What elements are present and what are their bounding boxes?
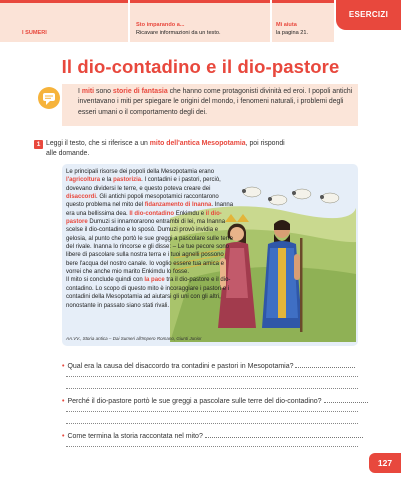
- header-help-cell: [272, 0, 334, 42]
- exercise-instruction: Leggi il testo, che si riferisce a un mito dell'antica Mesopotamia, poi rispondi alle domande.: [46, 140, 285, 157]
- story-source: AA.VV., Storia antica – Dai Sumeri all'Impero Romano, Giunti Junior: [66, 336, 202, 341]
- help-label: Mi aiuta: [276, 22, 297, 28]
- intro-highlight-miti: miti: [81, 88, 95, 95]
- question-2: • Perché il dio-pastore portò le sue greggi a pascolare sulle terre del dio-contadino?: [62, 397, 358, 406]
- exercise-number-badge: 1: [34, 140, 43, 149]
- help-text: la pagina 21.: [276, 30, 309, 36]
- answer-1-inline[interactable]: [295, 362, 355, 368]
- esercizi-tab: [336, 0, 401, 30]
- answer-1-line-a[interactable]: [66, 376, 358, 377]
- learning-label: Sto imparando a...: [136, 22, 185, 28]
- answer-3-inline[interactable]: [205, 432, 363, 438]
- page-number: 127: [369, 453, 401, 473]
- answer-2-line-b[interactable]: [66, 423, 358, 424]
- speech-bubble-icon: [38, 87, 60, 109]
- question-1: • Qual era la causa del disaccordo tra contadini e pastori in Mesopotamia?: [62, 362, 358, 371]
- question-2-text: Perché il dio-pastore portò le sue greggi a pascolare sulle terre del dio-contadino?: [67, 398, 322, 405]
- page-title: Il dio-contadino e il dio-pastore: [61, 56, 340, 77]
- intro-highlight-fantasia: storie di fantasia: [112, 88, 168, 95]
- esercizi-tab-label: ESERCIZI: [348, 10, 389, 19]
- section-label: I SUMERI: [22, 30, 47, 36]
- page-header: [0, 0, 401, 44]
- header-learning-cell: [130, 0, 270, 42]
- question-3-text: Come termina la storia raccontata nel mito?: [67, 433, 203, 440]
- question-3: • Come termina la storia raccontata nel mito?: [62, 432, 358, 441]
- answer-2-inline[interactable]: [324, 397, 368, 403]
- story-text: Le principali risorse dei popoli della Mesopotamia erano l'agricoltura e la pastorizia. I contadini e i pastori, perciò, dovevano dividersi le terre, e questo poteva creare dei disaccordi. Gli antichi popoli mesopotamici raccontarono questo problema nel mito del fidanzamento di Inanna. Inanna era una bellissima dea. Il dio-contadino Enkimdu e il dio-pastore Dumuzi si innamorarono entrambi di lei, ma Inanna scelse il dio-contadino e lo sposò. Dumuzi provò invidia e gelosia, al punto che portò le sue greggi a pascolare sulle terre del rivale. Inanna lo rincorse e gli disse: – Le tue pecore sono libere di pascolare sulla nostra terra e i tuoi agnelli possono bere l'acqua del nostro canale. Io voglio essere tua amica e vorrei che anche mio marito Enkimdu lo fosse. Il mito si conclude quindi con la pace tra il dio-pastore e il dio-contadino. Lo scopo di questo mito è incoraggiare i pastori e i contadini della Mesopotamia ad aiutarsi gli uni con gli altri, nonostante in passato siano stati rivali.: [66, 169, 234, 309]
- answer-3-line-a[interactable]: [66, 446, 358, 447]
- answer-1-line-b[interactable]: [66, 388, 358, 389]
- question-1-text: Qual era la causa del disaccordo tra contadini e pastori in Mesopotamia?: [67, 363, 294, 370]
- header-section-cell: [0, 0, 128, 42]
- learning-text: Ricavare informazioni da un testo.: [136, 30, 221, 36]
- answer-2-line-a[interactable]: [66, 411, 358, 412]
- intro-text: I miti sono storie di fantasia che hanno come protagonisti divinità ed eroi. I popoli antichi inventavano i miti per spiegare le origini del mondo, i fenomeni naturali, i problemi degli esseri umani o il comportamento degli dei.: [78, 88, 353, 116]
